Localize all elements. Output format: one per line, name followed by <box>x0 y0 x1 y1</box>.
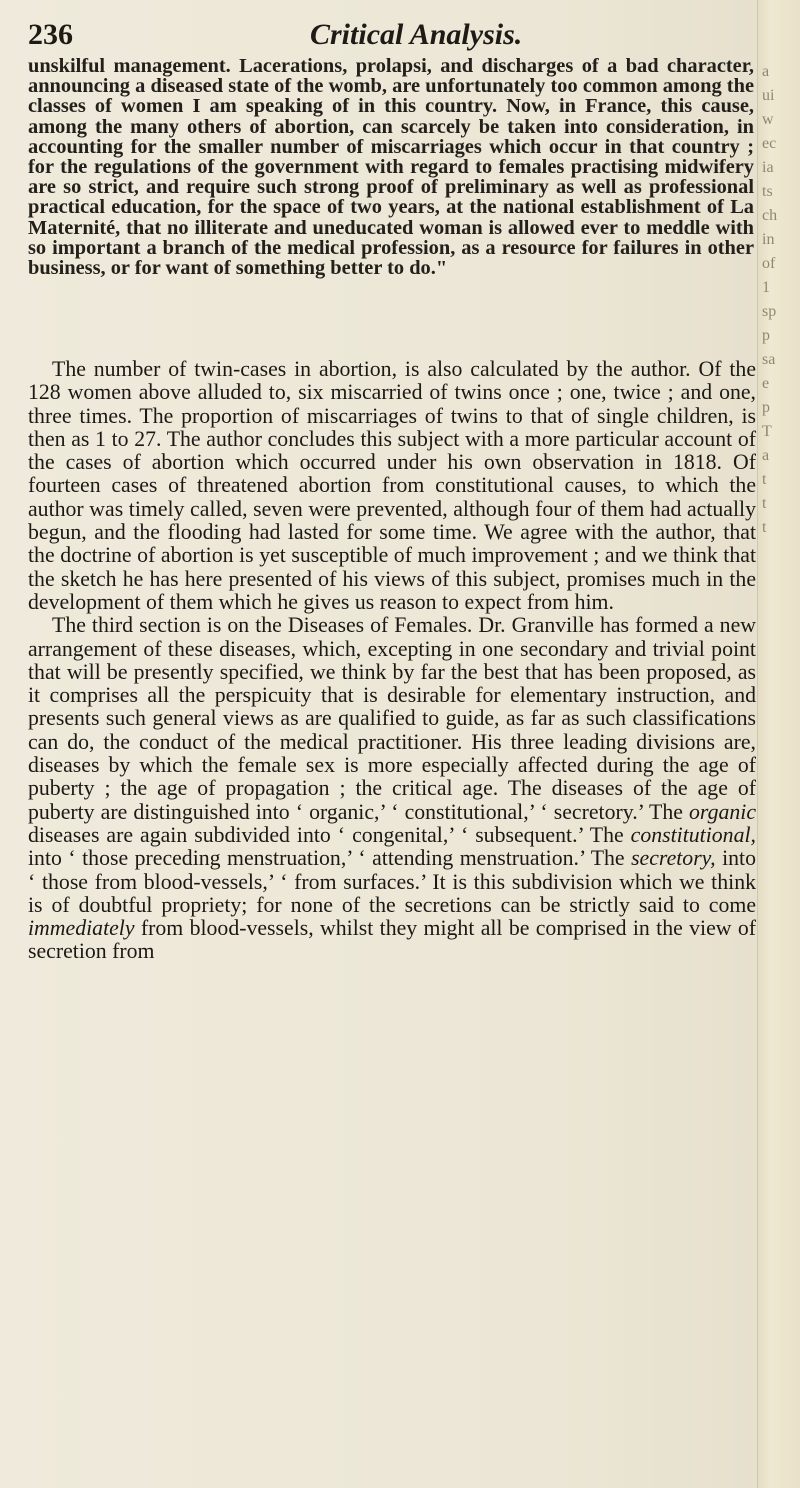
margin-fragment: ch <box>762 207 778 224</box>
margin-fragment: t <box>762 519 767 536</box>
page-number: 236 <box>28 18 73 51</box>
binding-gutter <box>757 0 800 1488</box>
running-head <box>28 14 748 54</box>
paragraph-twin-cases: The number of twin-cases in abortion, is also calculated by the author. Of the 128 women above alluded to, six miscarried of twins once ; one, twice ; and one, three times. The proportion of miscarriages of twins to that of single children, is then as 1 to 27. The author concludes this subject with a more particular account of the cases of abortion which occurred under his own observation in 1818. Of fourteen cases of threatened abortion from constitutional causes, to which the author was timely called, seven were prevented, although four of them had actually begun, and the flooding had lasted for some time. We agree with the author, that the doctrine of abortion is yet susceptible of much improvement ; and we think that the sketch he has here presented of his views of this subject, promises much in the development of them which he gives us reason to expect from him. <box>28 357 756 614</box>
body-text <box>28 358 756 964</box>
margin-fragment: ui <box>762 87 775 104</box>
margin-fragment: t <box>762 471 767 488</box>
margin-fragment: t <box>762 495 767 512</box>
page-title: Critical Analysis. <box>310 18 523 51</box>
margin-fragment: of <box>762 255 776 272</box>
margin-fragment: T <box>762 423 772 440</box>
margin-fragment: ia <box>762 159 774 176</box>
margin-fragment: ts <box>762 183 773 200</box>
margin-fragment: a <box>762 63 770 80</box>
margin-fragment: sa <box>762 351 776 368</box>
quoted-paragraph: unskilful management. Lacerations, prolapsi, and discharges of a bad character, announcing a diseased state of the womb, are unfortunately too common among the classes of women I am speaking of in this country. Now, in France, this cause, among the many others of abortion, can scarcely be taken into consideration, in accounting for the smaller number of miscarriages which occur in that country ; for the regulations of the government with regard to females practising midwifery are so strict, and require such strong proof of preliminary as well as professional practical education, for the space of two years, at the national establishment of La Maternité, that no illiterate and uneducated woman is allowed ever to meddle with so important a branch of the medical profession, as a resource for failures in other business, or for want of something better to do." <box>28 55 754 280</box>
paragraph-diseases-of-females: The third section is on the Diseases of Females. Dr. Granville has formed a new arrangement of these diseases, which, excepting in one secondary and trivial point that will be presently specified, we think by far the best that has been proposed, as it comprises all the perspicuity that is desirable for elementary instruction, and presents such general views as are qualified to guide, as far as such classifications can do, the conduct of the medical practitioner. His three leading divisions are, diseases by which the female sex is more especially affected during the age of puberty ; the age of propagation ; the critical age. The diseases of the age of puberty are distinguished into ‘ organic,’ ‘ constitutional,’ ‘ secretory.’ The organic diseases are again subdivided into ‘ congenital,’ ‘ subsequent.’ The constitutional, into ‘ those preceding menstruation,’ ‘ attending menstruation.’ The secretory, into ‘ those from blood-vessels,’ ‘ from surfaces.’ It is this subdivision which we think is of doubtful propriety; for none of the secretions can be strictly said to come immediately from blood-vessels, whilst they might all be comprised in the view of secretion from <box>28 613 756 964</box>
margin-fragment: p <box>762 399 770 416</box>
margin-fragment: w <box>762 111 774 128</box>
margin-fragment: sp <box>762 303 777 320</box>
margin-fragment: a <box>762 447 770 464</box>
margin-fragment: p <box>762 327 770 344</box>
margin-fragment: 1 <box>762 279 770 296</box>
margin-fragment: e <box>762 375 770 392</box>
bleed-through-margin <box>762 60 796 540</box>
margin-fragment: in <box>762 231 775 248</box>
margin-fragment: ec <box>762 135 777 152</box>
